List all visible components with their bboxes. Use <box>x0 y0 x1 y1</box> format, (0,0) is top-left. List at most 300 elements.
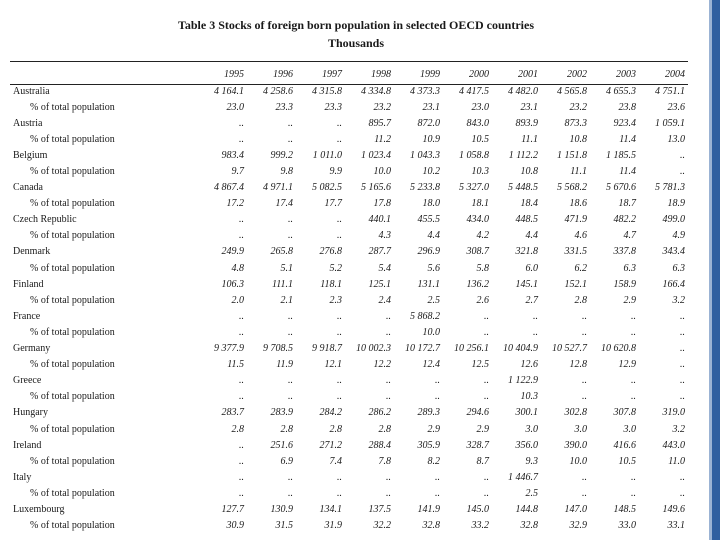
stock-value-cell: 4 258.6 <box>263 85 293 97</box>
percent-value-cell: 12.8 <box>569 359 587 371</box>
percent-value-cell: 2.6 <box>476 294 489 306</box>
percent-value-cell: 3.0 <box>525 423 538 435</box>
percent-label: % of total population <box>30 262 115 274</box>
percent-value-cell: 10.0 <box>422 326 440 338</box>
stock-value-cell: 4 655.3 <box>606 85 636 97</box>
stock-value-cell: 4 373.3 <box>410 85 440 97</box>
percent-value-cell: 2.8 <box>329 423 342 435</box>
stock-value-cell: 166.4 <box>662 278 685 290</box>
percent-value-cell: .. <box>288 133 293 145</box>
stock-value-cell: 895.7 <box>368 117 391 129</box>
stock-value-cell: 158.9 <box>613 278 636 290</box>
percent-label: % of total population <box>30 133 115 145</box>
stock-value-cell: 10 002.3 <box>356 343 391 355</box>
percent-value-cell: 7.4 <box>329 455 342 467</box>
year-header: 1995 <box>224 68 244 80</box>
percent-value-cell: 10.8 <box>569 133 587 145</box>
percent-value-cell: 2.8 <box>574 294 587 306</box>
percent-label: % of total population <box>30 359 115 371</box>
stock-value-cell: 482.2 <box>613 214 636 226</box>
stock-value-cell: .. <box>239 471 244 483</box>
stock-value-cell: .. <box>288 214 293 226</box>
stock-value-cell: 10 527.7 <box>552 343 587 355</box>
stock-value-cell: 249.9 <box>221 246 244 258</box>
percent-value-cell: .. <box>484 326 489 338</box>
stock-value-cell: .. <box>337 214 342 226</box>
stock-value-cell: 141.9 <box>417 503 440 515</box>
percent-value-cell: .. <box>631 326 636 338</box>
percent-value-cell: 32.8 <box>422 520 440 532</box>
stock-value-cell: .. <box>680 375 685 387</box>
percent-value-cell: 12.4 <box>422 359 440 371</box>
percent-value-cell: 5.8 <box>476 262 489 274</box>
stock-value-cell: 448.5 <box>515 214 538 226</box>
stock-value-cell: 1 185.5 <box>606 149 636 161</box>
percent-value-cell: 17.7 <box>324 198 342 210</box>
percent-value-cell: 23.1 <box>520 101 538 113</box>
percent-value-cell: .. <box>680 359 685 371</box>
percent-value-cell: 12.6 <box>520 359 538 371</box>
stock-value-cell: 4 971.1 <box>263 182 293 194</box>
stock-value-cell: 296.9 <box>417 246 440 258</box>
stock-value-cell: .. <box>680 343 685 355</box>
percent-value-cell: .. <box>680 391 685 403</box>
table-title: Table 3 Stocks of foreign born population in selected OECD countries <box>177 18 535 32</box>
percent-value-cell: .. <box>582 326 587 338</box>
stock-value-cell: 9 377.9 <box>214 343 244 355</box>
stock-value-cell: 131.1 <box>417 278 440 290</box>
percent-value-cell: 2.8 <box>280 423 293 435</box>
percent-value-cell: .. <box>239 230 244 242</box>
percent-value-cell: .. <box>582 487 587 499</box>
table-row-country <box>10 147 688 163</box>
stock-value-cell: 1 122.9 <box>508 375 538 387</box>
stock-value-cell: .. <box>533 310 538 322</box>
stock-value-cell: 286.2 <box>368 407 391 419</box>
percent-label: % of total population <box>30 294 115 306</box>
percent-value-cell: 11.1 <box>570 166 587 178</box>
country-name: Hungary <box>13 407 48 419</box>
percent-value-cell: 17.2 <box>226 198 244 210</box>
percent-value-cell: 18.7 <box>618 198 636 210</box>
stock-value-cell: 5 568.2 <box>557 182 587 194</box>
stock-value-cell: .. <box>288 375 293 387</box>
percent-value-cell: 23.6 <box>667 101 685 113</box>
percent-value-cell: .. <box>484 487 489 499</box>
percent-value-cell: .. <box>582 391 587 403</box>
table-row-country <box>10 437 688 453</box>
percent-value-cell: 18.1 <box>471 198 489 210</box>
percent-value-cell: 11.0 <box>668 455 685 467</box>
percent-value-cell: 11.4 <box>619 166 636 178</box>
stock-value-cell: 434.0 <box>466 214 489 226</box>
percent-value-cell: 4.7 <box>623 230 636 242</box>
stock-value-cell: 5 327.0 <box>459 182 489 194</box>
percent-value-cell: .. <box>337 487 342 499</box>
stock-value-cell: 1 023.4 <box>361 149 391 161</box>
percent-value-cell: 12.2 <box>373 359 391 371</box>
percent-value-cell: 3.0 <box>574 423 587 435</box>
percent-value-cell: 12.5 <box>471 359 489 371</box>
table-row-country <box>10 341 688 357</box>
percent-value-cell: 13.0 <box>667 133 685 145</box>
stock-value-cell: 300.1 <box>515 407 538 419</box>
stock-value-cell: 137.5 <box>368 503 391 515</box>
percent-value-cell: 9.9 <box>329 166 342 178</box>
stock-value-cell: 10 620.8 <box>601 343 636 355</box>
stock-value-cell: 1 011.0 <box>312 149 342 161</box>
stock-value-cell: 10 404.9 <box>503 343 538 355</box>
stock-value-cell: 1 043.3 <box>410 149 440 161</box>
percent-value-cell: 10.2 <box>422 166 440 178</box>
table-row-country <box>10 244 688 260</box>
percent-value-cell: .. <box>288 391 293 403</box>
percent-label: % of total population <box>30 423 115 435</box>
table-row-percent <box>10 196 688 212</box>
percent-value-cell: .. <box>386 326 391 338</box>
stock-value-cell: .. <box>239 117 244 129</box>
stock-value-cell: 5 233.8 <box>410 182 440 194</box>
stock-value-cell: 144.8 <box>515 503 538 515</box>
percent-value-cell: 4.8 <box>231 262 244 274</box>
percent-value-cell: 11.2 <box>374 133 391 145</box>
percent-value-cell: .. <box>288 487 293 499</box>
stock-value-cell: 302.8 <box>564 407 587 419</box>
year-header: 2002 <box>567 68 587 80</box>
slide-accent-stripe <box>712 0 720 540</box>
foreign-born-population-table <box>10 65 688 534</box>
stock-value-cell: .. <box>631 471 636 483</box>
percent-value-cell: 3.2 <box>672 294 685 306</box>
percent-value-cell: 2.0 <box>231 294 244 306</box>
percent-value-cell: 9.3 <box>525 455 538 467</box>
percent-value-cell: 11.4 <box>619 133 636 145</box>
stock-value-cell: 321.8 <box>515 246 538 258</box>
percent-value-cell: 8.2 <box>427 455 440 467</box>
percent-value-cell: 10.3 <box>520 391 538 403</box>
percent-value-cell: 33.2 <box>471 520 489 532</box>
stock-value-cell: 271.2 <box>319 439 342 451</box>
table-row-percent <box>10 485 688 501</box>
percent-value-cell: 4.4 <box>427 230 440 242</box>
percent-value-cell: 10.0 <box>373 166 391 178</box>
stock-value-cell: .. <box>582 471 587 483</box>
year-header: 1996 <box>273 68 293 80</box>
percent-value-cell: .. <box>435 391 440 403</box>
country-name: Italy <box>13 471 32 483</box>
stock-value-cell: 5 165.6 <box>361 182 391 194</box>
percent-value-cell: .. <box>239 326 244 338</box>
percent-value-cell: 7.8 <box>378 455 391 467</box>
percent-label: % of total population <box>30 455 115 467</box>
percent-value-cell: 31.5 <box>275 520 293 532</box>
percent-label: % of total population <box>30 391 115 403</box>
percent-value-cell: 12.9 <box>618 359 636 371</box>
percent-value-cell: 2.8 <box>378 423 391 435</box>
stock-value-cell: 149.6 <box>662 503 685 515</box>
year-header: 2003 <box>616 68 636 80</box>
stock-value-cell: .. <box>337 375 342 387</box>
percent-value-cell: .. <box>337 391 342 403</box>
stock-value-cell: 130.9 <box>270 503 293 515</box>
stock-value-cell: .. <box>288 310 293 322</box>
stock-value-cell: 1 059.1 <box>655 117 685 129</box>
percent-value-cell: 6.3 <box>623 262 636 274</box>
table-top-rule <box>10 61 688 62</box>
percent-value-cell: 33.0 <box>618 520 636 532</box>
stock-value-cell: 5 448.5 <box>508 182 538 194</box>
stock-value-cell: .. <box>582 375 587 387</box>
stock-value-cell: 136.2 <box>466 278 489 290</box>
stock-value-cell: .. <box>680 149 685 161</box>
stock-value-cell: .. <box>386 310 391 322</box>
percent-value-cell: .. <box>239 455 244 467</box>
percent-value-cell: 23.8 <box>618 101 636 113</box>
stock-value-cell: 4 164.1 <box>214 85 244 97</box>
percent-value-cell: 2.9 <box>427 423 440 435</box>
percent-value-cell: 3.0 <box>623 423 636 435</box>
stock-value-cell: .. <box>239 439 244 451</box>
percent-value-cell: 2.8 <box>231 423 244 435</box>
stock-value-cell: 283.9 <box>270 407 293 419</box>
percent-value-cell: 3.2 <box>672 423 685 435</box>
percent-value-cell: 11.5 <box>227 359 244 371</box>
table-row-country <box>10 405 688 421</box>
country-name: France <box>13 310 41 322</box>
stock-value-cell: .. <box>239 310 244 322</box>
stock-value-cell: 5 082.5 <box>312 182 342 194</box>
percent-value-cell: 12.1 <box>324 359 342 371</box>
stock-value-cell: 4 315.8 <box>312 85 342 97</box>
percent-value-cell: 10.3 <box>471 166 489 178</box>
stock-value-cell: 134.1 <box>319 503 342 515</box>
stock-value-cell: .. <box>435 471 440 483</box>
percent-value-cell: 11.1 <box>521 133 538 145</box>
percent-label: % of total population <box>30 326 115 338</box>
table-row-percent <box>10 389 688 405</box>
table-row-percent <box>10 453 688 469</box>
percent-value-cell: .. <box>533 326 538 338</box>
stock-value-cell: 923.4 <box>613 117 636 129</box>
percent-value-cell: .. <box>337 326 342 338</box>
stock-value-cell: .. <box>337 117 342 129</box>
table-row-country <box>10 83 688 99</box>
percent-value-cell: .. <box>680 326 685 338</box>
stock-value-cell: 872.0 <box>417 117 440 129</box>
stock-value-cell: 4 565.8 <box>557 85 587 97</box>
stock-value-cell: 499.0 <box>662 214 685 226</box>
country-name: Czech Republic <box>13 214 77 226</box>
stock-value-cell: 147.0 <box>564 503 587 515</box>
table-row-percent <box>10 131 688 147</box>
stock-value-cell: 1 112.2 <box>508 149 538 161</box>
percent-value-cell: .. <box>386 487 391 499</box>
percent-label: % of total population <box>30 487 115 499</box>
stock-value-cell: 390.0 <box>564 439 587 451</box>
percent-value-cell: 2.4 <box>378 294 391 306</box>
percent-value-cell: .. <box>288 230 293 242</box>
percent-label: % of total population <box>30 101 115 113</box>
table-row-country <box>10 212 688 228</box>
percent-value-cell: 23.1 <box>422 101 440 113</box>
stock-value-cell: 9 918.7 <box>312 343 342 355</box>
stock-value-cell: 307.8 <box>613 407 636 419</box>
stock-value-cell: 440.1 <box>368 214 391 226</box>
stock-value-cell: 288.4 <box>368 439 391 451</box>
stock-value-cell: .. <box>337 310 342 322</box>
stock-value-cell: 337.8 <box>613 246 636 258</box>
stock-value-cell: .. <box>484 375 489 387</box>
percent-value-cell: .. <box>680 166 685 178</box>
table-row-country <box>10 308 688 324</box>
percent-value-cell: 17.4 <box>275 198 293 210</box>
stock-value-cell: 5 868.2 <box>410 310 440 322</box>
stock-value-cell: .. <box>239 375 244 387</box>
percent-value-cell: .. <box>435 487 440 499</box>
percent-value-cell: .. <box>631 487 636 499</box>
percent-value-cell: .. <box>239 487 244 499</box>
percent-value-cell: 4.9 <box>672 230 685 242</box>
percent-value-cell: 32.2 <box>373 520 391 532</box>
stock-value-cell: 287.7 <box>368 246 391 258</box>
table-row-country <box>10 180 688 196</box>
year-header: 1999 <box>420 68 440 80</box>
stock-value-cell: 328.7 <box>466 439 489 451</box>
percent-value-cell: 10.0 <box>569 455 587 467</box>
percent-value-cell: 17.8 <box>373 198 391 210</box>
percent-value-cell: 18.0 <box>422 198 440 210</box>
percent-value-cell: .. <box>239 391 244 403</box>
year-header: 2000 <box>469 68 489 80</box>
percent-value-cell: 31.9 <box>324 520 342 532</box>
table-row-percent <box>10 292 688 308</box>
percent-value-cell: 8.7 <box>476 455 489 467</box>
stock-value-cell: 331.5 <box>564 246 587 258</box>
stock-value-cell: .. <box>386 471 391 483</box>
percent-value-cell: 5.6 <box>427 262 440 274</box>
stock-value-cell: 416.6 <box>613 439 636 451</box>
percent-value-cell: 2.3 <box>329 294 342 306</box>
country-name: Canada <box>13 182 43 194</box>
stock-value-cell: 4 482.0 <box>508 85 538 97</box>
year-header: 2001 <box>518 68 538 80</box>
percent-value-cell: 11.9 <box>276 359 293 371</box>
percent-value-cell: 5.2 <box>329 262 342 274</box>
stock-value-cell: 1 058.8 <box>459 149 489 161</box>
percent-value-cell: 4.6 <box>574 230 587 242</box>
country-name: Greece <box>13 375 42 387</box>
percent-value-cell: 5.1 <box>280 262 293 274</box>
percent-label: % of total population <box>30 166 115 178</box>
stock-value-cell: 276.8 <box>319 246 342 258</box>
stock-value-cell: 145.0 <box>466 503 489 515</box>
stock-value-cell: .. <box>386 375 391 387</box>
stock-value-cell: 283.7 <box>221 407 244 419</box>
stock-value-cell: 893.9 <box>515 117 538 129</box>
stock-value-cell: 10 256.1 <box>454 343 489 355</box>
stock-value-cell: .. <box>288 471 293 483</box>
percent-value-cell: 18.4 <box>520 198 538 210</box>
stock-value-cell: 319.0 <box>662 407 685 419</box>
stock-value-cell: 4 417.5 <box>459 85 489 97</box>
stock-value-cell: 443.0 <box>662 439 685 451</box>
stock-value-cell: 127.7 <box>221 503 244 515</box>
stock-value-cell: 455.5 <box>417 214 440 226</box>
table-row-percent <box>10 357 688 373</box>
percent-value-cell: 4.2 <box>476 230 489 242</box>
stock-value-cell: 5 781.3 <box>655 182 685 194</box>
stock-value-cell: 471.9 <box>564 214 587 226</box>
stock-value-cell: 145.1 <box>515 278 538 290</box>
percent-value-cell: 2.7 <box>525 294 538 306</box>
percent-value-cell: 6.2 <box>574 262 587 274</box>
percent-value-cell: 2.9 <box>623 294 636 306</box>
stock-value-cell: 4 334.8 <box>361 85 391 97</box>
stock-value-cell: 10 172.7 <box>405 343 440 355</box>
stock-value-cell: 265.8 <box>270 246 293 258</box>
percent-label: % of total population <box>30 520 115 532</box>
year-header: 1997 <box>322 68 342 80</box>
stock-value-cell: 343.4 <box>662 246 685 258</box>
percent-value-cell: 33.1 <box>667 520 685 532</box>
stock-value-cell: 125.1 <box>368 278 391 290</box>
year-header-row <box>10 65 688 83</box>
table-row-percent <box>10 163 688 179</box>
stock-value-cell: 1 151.8 <box>557 149 587 161</box>
percent-value-cell: 23.3 <box>324 101 342 113</box>
stock-value-cell: 843.0 <box>466 117 489 129</box>
stock-value-cell: .. <box>631 375 636 387</box>
percent-value-cell: .. <box>288 326 293 338</box>
percent-value-cell: 18.9 <box>667 198 685 210</box>
stock-value-cell: 356.0 <box>515 439 538 451</box>
stock-value-cell: .. <box>631 310 636 322</box>
percent-value-cell: 32.8 <box>520 520 538 532</box>
stock-value-cell: 1 446.7 <box>508 471 538 483</box>
percent-value-cell: .. <box>631 391 636 403</box>
percent-value-cell: 9.8 <box>280 166 293 178</box>
percent-label: % of total population <box>30 198 115 210</box>
percent-value-cell: 30.9 <box>226 520 244 532</box>
country-name: Germany <box>13 343 51 355</box>
stock-value-cell: 305.9 <box>417 439 440 451</box>
percent-value-cell: 23.0 <box>226 101 244 113</box>
stock-value-cell: .. <box>680 310 685 322</box>
stock-value-cell: 9 708.5 <box>263 343 293 355</box>
stock-value-cell: .. <box>288 117 293 129</box>
percent-value-cell: 10.9 <box>422 133 440 145</box>
table-row-percent <box>10 99 688 115</box>
stock-value-cell: 983.4 <box>221 149 244 161</box>
table-row-percent <box>10 518 688 534</box>
table-subtitle: Thousands <box>327 36 385 50</box>
percent-value-cell: 23.3 <box>275 101 293 113</box>
country-name: Denmark <box>13 246 51 258</box>
table-row-percent <box>10 421 688 437</box>
stock-value-cell: 152.1 <box>564 278 587 290</box>
percent-value-cell: 5.4 <box>378 262 391 274</box>
stock-value-cell: 284.2 <box>319 407 342 419</box>
table-row-percent <box>10 260 688 276</box>
stock-value-cell: .. <box>484 471 489 483</box>
table-row-country <box>10 115 688 131</box>
percent-value-cell: 2.1 <box>280 294 293 306</box>
year-header: 2004 <box>665 68 685 80</box>
country-name: Austria <box>13 117 43 129</box>
country-name: Luxembourg <box>13 503 65 515</box>
stock-value-cell: 4 867.4 <box>214 182 244 194</box>
stock-value-cell: .. <box>680 471 685 483</box>
